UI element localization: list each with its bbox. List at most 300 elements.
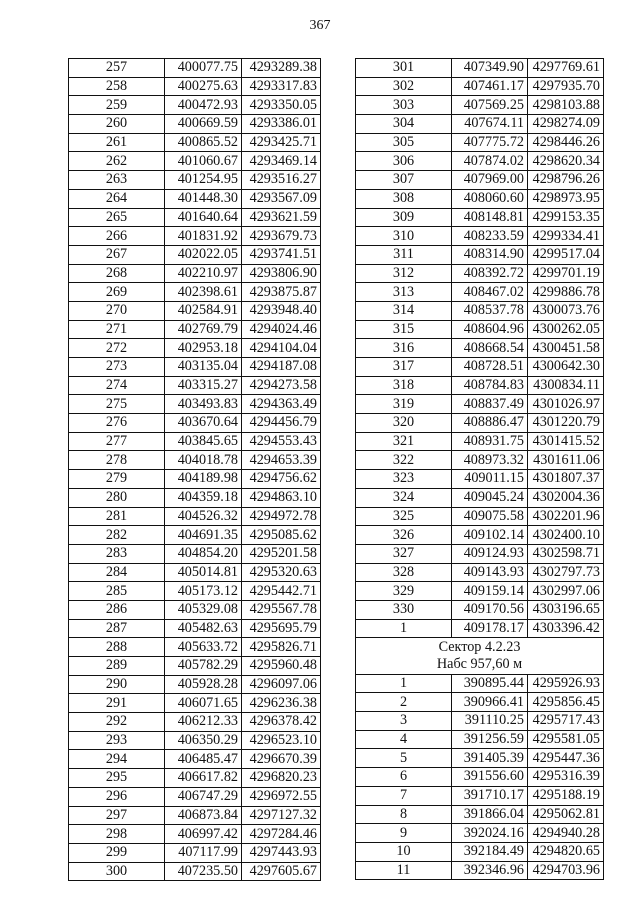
- point-number: 272: [69, 339, 165, 358]
- table-row: [69, 77, 321, 96]
- table-row: [356, 77, 604, 96]
- x-coordinate: 408060.60: [452, 189, 528, 208]
- point-number: 2: [356, 693, 452, 712]
- x-coordinate: 407969.00: [452, 171, 528, 190]
- table-row: [356, 376, 604, 395]
- point-number: 11: [356, 861, 452, 880]
- x-coordinate: 408837.49: [452, 395, 528, 414]
- x-coordinate: 408537.78: [452, 301, 528, 320]
- point-number: 268: [69, 264, 165, 283]
- x-coordinate: 404018.78: [165, 451, 242, 470]
- point-number: 262: [69, 152, 165, 171]
- table-row: [69, 59, 321, 78]
- y-coordinate: 4295447.36: [528, 749, 604, 768]
- x-coordinate: 408233.59: [452, 227, 528, 246]
- point-number: 260: [69, 115, 165, 134]
- y-coordinate: 4300451.58: [528, 339, 604, 358]
- table-row: [69, 675, 321, 694]
- table-row: [69, 638, 321, 657]
- table-row: [356, 432, 604, 451]
- table-row: [69, 115, 321, 134]
- y-coordinate: 4294024.46: [242, 320, 321, 339]
- y-coordinate: 4299701.19: [528, 264, 604, 283]
- point-number: 289: [69, 657, 165, 676]
- x-coordinate: 402584.91: [165, 301, 242, 320]
- x-coordinate: 404526.32: [165, 507, 242, 526]
- point-number: 277: [69, 432, 165, 451]
- point-number: 326: [356, 526, 452, 545]
- x-coordinate: 408467.02: [452, 283, 528, 302]
- y-coordinate: 4294863.10: [242, 488, 321, 507]
- y-coordinate: 4295567.78: [242, 600, 321, 619]
- point-number: 261: [69, 133, 165, 152]
- table-row: [356, 488, 604, 507]
- y-coordinate: 4298973.95: [528, 189, 604, 208]
- y-coordinate: 4297127.32: [242, 806, 321, 825]
- table-row: [69, 264, 321, 283]
- x-coordinate: 409159.14: [452, 582, 528, 601]
- table-row: [69, 862, 321, 881]
- y-coordinate: 4294187.08: [242, 358, 321, 377]
- point-number: 320: [356, 414, 452, 433]
- x-coordinate: 404854.20: [165, 544, 242, 563]
- y-coordinate: 4293806.90: [242, 264, 321, 283]
- x-coordinate: 405014.81: [165, 563, 242, 582]
- coordinates-table-left: [68, 58, 321, 881]
- point-number: 264: [69, 189, 165, 208]
- y-coordinate: 4294756.62: [242, 470, 321, 489]
- table-row: [69, 283, 321, 302]
- point-number: 1: [356, 619, 452, 638]
- y-coordinate: 4302598.71: [528, 544, 604, 563]
- x-coordinate: 402769.79: [165, 320, 242, 339]
- table-row: [69, 769, 321, 788]
- table-row: [69, 152, 321, 171]
- y-coordinate: 4302400.10: [528, 526, 604, 545]
- table-row: [69, 657, 321, 676]
- point-number: 299: [69, 843, 165, 862]
- point-number: 327: [356, 544, 452, 563]
- point-number: 284: [69, 563, 165, 582]
- table-row: [69, 96, 321, 115]
- point-number: 283: [69, 544, 165, 563]
- table-row: [69, 227, 321, 246]
- point-number: 278: [69, 451, 165, 470]
- x-coordinate: 403135.04: [165, 358, 242, 377]
- point-number: 317: [356, 358, 452, 377]
- table-row: [69, 395, 321, 414]
- point-number: 1: [356, 674, 452, 693]
- point-number: 293: [69, 731, 165, 750]
- table-row: [69, 339, 321, 358]
- table-row: [69, 171, 321, 190]
- point-number: 275: [69, 395, 165, 414]
- point-number: 259: [69, 96, 165, 115]
- table-row: [69, 806, 321, 825]
- point-number: 295: [69, 769, 165, 788]
- point-number: 274: [69, 376, 165, 395]
- x-coordinate: 402953.18: [165, 339, 242, 358]
- y-coordinate: 4295085.62: [242, 526, 321, 545]
- point-number: 308: [356, 189, 452, 208]
- table-row: [356, 208, 604, 227]
- point-number: 288: [69, 638, 165, 657]
- y-coordinate: 4297443.93: [242, 843, 321, 862]
- table-row: [356, 301, 604, 320]
- x-coordinate: 391866.04: [452, 805, 528, 824]
- point-number: 304: [356, 115, 452, 134]
- point-number: 6: [356, 768, 452, 787]
- point-number: 281: [69, 507, 165, 526]
- y-coordinate: 4296972.55: [242, 787, 321, 806]
- point-number: 312: [356, 264, 452, 283]
- table-row: [69, 189, 321, 208]
- y-coordinate: 4301807.37: [528, 470, 604, 489]
- x-coordinate: 402022.05: [165, 245, 242, 264]
- x-coordinate: 401640.64: [165, 208, 242, 227]
- table-row: [356, 115, 604, 134]
- y-coordinate: 4297284.46: [242, 825, 321, 844]
- y-coordinate: 4298446.26: [528, 133, 604, 152]
- x-coordinate: 406350.29: [165, 731, 242, 750]
- point-number: 8: [356, 805, 452, 824]
- point-number: 280: [69, 488, 165, 507]
- x-coordinate: 390966.41: [452, 693, 528, 712]
- table-row: [69, 787, 321, 806]
- x-coordinate: 408973.32: [452, 451, 528, 470]
- x-coordinate: 405482.63: [165, 619, 242, 638]
- y-coordinate: 4293875.87: [242, 283, 321, 302]
- y-coordinate: 4298796.26: [528, 171, 604, 190]
- x-coordinate: 401060.67: [165, 152, 242, 171]
- y-coordinate: 4300834.11: [528, 376, 604, 395]
- table-row: [356, 861, 604, 880]
- x-coordinate: 402210.97: [165, 264, 242, 283]
- x-coordinate: 409102.14: [452, 526, 528, 545]
- sector-subtitle: Набс 957,60 м: [356, 656, 604, 674]
- x-coordinate: 401831.92: [165, 227, 242, 246]
- x-coordinate: 407461.17: [452, 77, 528, 96]
- y-coordinate: 4294553.43: [242, 432, 321, 451]
- x-coordinate: 409075.58: [452, 507, 528, 526]
- point-number: 316: [356, 339, 452, 358]
- table-row: [356, 730, 604, 749]
- point-number: 309: [356, 208, 452, 227]
- x-coordinate: 392184.49: [452, 842, 528, 861]
- point-number: 307: [356, 171, 452, 190]
- x-coordinate: 408314.90: [452, 245, 528, 264]
- x-coordinate: 400669.59: [165, 115, 242, 134]
- y-coordinate: 4300642.30: [528, 358, 604, 377]
- table-row: [356, 470, 604, 489]
- x-coordinate: 408392.72: [452, 264, 528, 283]
- table-row: [356, 768, 604, 787]
- point-number: 301: [356, 59, 452, 78]
- x-coordinate: 408728.51: [452, 358, 528, 377]
- x-coordinate: 405633.72: [165, 638, 242, 657]
- y-coordinate: 4293350.05: [242, 96, 321, 115]
- x-coordinate: 408931.75: [452, 432, 528, 451]
- y-coordinate: 4294653.39: [242, 451, 321, 470]
- table-row: [356, 96, 604, 115]
- y-coordinate: 4295188.19: [528, 786, 604, 805]
- x-coordinate: 392024.16: [452, 824, 528, 843]
- x-coordinate: 405782.29: [165, 657, 242, 676]
- point-number: 9: [356, 824, 452, 843]
- x-coordinate: 407349.90: [452, 59, 528, 78]
- table-row: [356, 283, 604, 302]
- x-coordinate: 391556.60: [452, 768, 528, 787]
- point-number: 269: [69, 283, 165, 302]
- coordinates-table-right: [355, 58, 604, 880]
- point-number: 257: [69, 59, 165, 78]
- point-number: 258: [69, 77, 165, 96]
- y-coordinate: 4295442.71: [242, 582, 321, 601]
- point-number: 302: [356, 77, 452, 96]
- x-coordinate: 405329.08: [165, 600, 242, 619]
- x-coordinate: 406485.47: [165, 750, 242, 769]
- x-coordinate: 408604.96: [452, 320, 528, 339]
- x-coordinate: 401254.95: [165, 171, 242, 190]
- x-coordinate: 408886.47: [452, 414, 528, 433]
- y-coordinate: 4296820.23: [242, 769, 321, 788]
- table-row: [356, 619, 604, 638]
- table-row: [69, 563, 321, 582]
- table-row: [69, 208, 321, 227]
- x-coordinate: 390895.44: [452, 674, 528, 693]
- y-coordinate: 4295695.79: [242, 619, 321, 638]
- y-coordinate: 4295316.39: [528, 768, 604, 787]
- point-number: 318: [356, 376, 452, 395]
- x-coordinate: 404691.35: [165, 526, 242, 545]
- table-row: [69, 694, 321, 713]
- coordinates-table-right-body: [356, 59, 604, 638]
- x-coordinate: 407569.25: [452, 96, 528, 115]
- x-coordinate: 407874.02: [452, 152, 528, 171]
- x-coordinate: 391256.59: [452, 730, 528, 749]
- point-number: 314: [356, 301, 452, 320]
- table-row: [356, 245, 604, 264]
- table-row: [356, 320, 604, 339]
- point-number: 298: [69, 825, 165, 844]
- table-row: [69, 731, 321, 750]
- y-coordinate: 4295856.45: [528, 693, 604, 712]
- y-coordinate: 4293516.27: [242, 171, 321, 190]
- x-coordinate: 409011.15: [452, 470, 528, 489]
- y-coordinate: 4300262.05: [528, 320, 604, 339]
- point-number: 263: [69, 171, 165, 190]
- point-number: 306: [356, 152, 452, 171]
- point-number: 328: [356, 563, 452, 582]
- point-number: 266: [69, 227, 165, 246]
- x-coordinate: 409124.93: [452, 544, 528, 563]
- point-number: 271: [69, 320, 165, 339]
- y-coordinate: 4295826.71: [242, 638, 321, 657]
- x-coordinate: 406212.33: [165, 713, 242, 732]
- point-number: 322: [356, 451, 452, 470]
- table-row: [69, 320, 321, 339]
- y-coordinate: 4293469.14: [242, 152, 321, 171]
- y-coordinate: 4302004.36: [528, 488, 604, 507]
- x-coordinate: 405928.28: [165, 675, 242, 694]
- y-coordinate: 4294703.96: [528, 861, 604, 880]
- y-coordinate: 4294972.78: [242, 507, 321, 526]
- point-number: 286: [69, 600, 165, 619]
- y-coordinate: 4296236.38: [242, 694, 321, 713]
- table-row: [356, 264, 604, 283]
- table-row: [356, 824, 604, 843]
- y-coordinate: 4301611.06: [528, 451, 604, 470]
- table-row: [356, 544, 604, 563]
- point-number: 300: [69, 862, 165, 881]
- table-row: [69, 245, 321, 264]
- point-number: 290: [69, 675, 165, 694]
- coordinates-table-left-body: [69, 59, 321, 881]
- table-row: [69, 470, 321, 489]
- x-coordinate: 406873.84: [165, 806, 242, 825]
- table-row: [356, 600, 604, 619]
- x-coordinate: 401448.30: [165, 189, 242, 208]
- table-row: [69, 358, 321, 377]
- y-coordinate: 4294820.65: [528, 842, 604, 861]
- y-coordinate: 4293386.01: [242, 115, 321, 134]
- y-coordinate: 4297769.61: [528, 59, 604, 78]
- table-row: [356, 414, 604, 433]
- table-row: [356, 842, 604, 861]
- x-coordinate: 392346.96: [452, 861, 528, 880]
- y-coordinate: 4302201.96: [528, 507, 604, 526]
- point-number: 313: [356, 283, 452, 302]
- y-coordinate: 4302797.73: [528, 563, 604, 582]
- point-number: 329: [356, 582, 452, 601]
- y-coordinate: 4298620.34: [528, 152, 604, 171]
- x-coordinate: 408148.81: [452, 208, 528, 227]
- x-coordinate: 403493.83: [165, 395, 242, 414]
- point-number: 324: [356, 488, 452, 507]
- table-row: [356, 189, 604, 208]
- point-number: 294: [69, 750, 165, 769]
- point-number: 270: [69, 301, 165, 320]
- table-row: [69, 488, 321, 507]
- table-row: [356, 152, 604, 171]
- table-row: [356, 59, 604, 78]
- point-number: 291: [69, 694, 165, 713]
- table-row: [69, 582, 321, 601]
- x-coordinate: 391710.17: [452, 786, 528, 805]
- point-number: 4: [356, 730, 452, 749]
- point-number: 315: [356, 320, 452, 339]
- table-row: [69, 713, 321, 732]
- x-coordinate: 403670.64: [165, 414, 242, 433]
- table-row: [356, 339, 604, 358]
- sector-title-row: [356, 638, 604, 656]
- x-coordinate: 406071.65: [165, 694, 242, 713]
- point-number: 292: [69, 713, 165, 732]
- table-row: [356, 786, 604, 805]
- point-number: 276: [69, 414, 165, 433]
- y-coordinate: 4293741.51: [242, 245, 321, 264]
- x-coordinate: 407235.50: [165, 862, 242, 881]
- y-coordinate: 4295926.93: [528, 674, 604, 693]
- y-coordinate: 4295960.48: [242, 657, 321, 676]
- y-coordinate: 4296670.39: [242, 750, 321, 769]
- point-number: 7: [356, 786, 452, 805]
- y-coordinate: 4301220.79: [528, 414, 604, 433]
- point-number: 5: [356, 749, 452, 768]
- x-coordinate: 391405.39: [452, 749, 528, 768]
- x-coordinate: 409178.17: [452, 619, 528, 638]
- y-coordinate: 4294104.04: [242, 339, 321, 358]
- y-coordinate: 4303396.42: [528, 619, 604, 638]
- y-coordinate: 4299153.35: [528, 208, 604, 227]
- y-coordinate: 4293948.40: [242, 301, 321, 320]
- table-row: [69, 133, 321, 152]
- table-row: [356, 507, 604, 526]
- x-coordinate: 391110.25: [452, 712, 528, 731]
- point-number: 273: [69, 358, 165, 377]
- y-coordinate: 4296523.10: [242, 731, 321, 750]
- y-coordinate: 4297605.67: [242, 862, 321, 881]
- point-number: 325: [356, 507, 452, 526]
- table-row: [69, 544, 321, 563]
- point-number: 279: [69, 470, 165, 489]
- y-coordinate: 4293317.83: [242, 77, 321, 96]
- table-row: [356, 451, 604, 470]
- x-coordinate: 404359.18: [165, 488, 242, 507]
- sector-title: Сектор 4.2.23: [356, 638, 604, 656]
- y-coordinate: 4293679.73: [242, 227, 321, 246]
- y-coordinate: 4293289.38: [242, 59, 321, 78]
- point-number: 323: [356, 470, 452, 489]
- table-row: [69, 414, 321, 433]
- point-number: 3: [356, 712, 452, 731]
- y-coordinate: 4293425.71: [242, 133, 321, 152]
- sector-coordinates-body: [356, 674, 604, 880]
- y-coordinate: 4298103.88: [528, 96, 604, 115]
- x-coordinate: 409170.56: [452, 600, 528, 619]
- x-coordinate: 409143.93: [452, 563, 528, 582]
- page-number: 367: [309, 18, 331, 33]
- table-row: [356, 582, 604, 601]
- point-number: 285: [69, 582, 165, 601]
- point-number: 296: [69, 787, 165, 806]
- table-row: [69, 376, 321, 395]
- y-coordinate: 4296378.42: [242, 713, 321, 732]
- point-number: 303: [356, 96, 452, 115]
- x-coordinate: 406747.29: [165, 787, 242, 806]
- x-coordinate: 406997.42: [165, 825, 242, 844]
- y-coordinate: 4299886.78: [528, 283, 604, 302]
- table-row: [69, 432, 321, 451]
- table-row: [69, 507, 321, 526]
- point-number: 310: [356, 227, 452, 246]
- y-coordinate: 4295201.58: [242, 544, 321, 563]
- y-coordinate: 4294273.58: [242, 376, 321, 395]
- table-row: [356, 749, 604, 768]
- table-row: [69, 451, 321, 470]
- y-coordinate: 4294363.49: [242, 395, 321, 414]
- x-coordinate: 400077.75: [165, 59, 242, 78]
- x-coordinate: 400472.93: [165, 96, 242, 115]
- table-row: [69, 750, 321, 769]
- x-coordinate: 407117.99: [165, 843, 242, 862]
- x-coordinate: 409045.24: [452, 488, 528, 507]
- y-coordinate: 4299517.04: [528, 245, 604, 264]
- point-number: 297: [69, 806, 165, 825]
- table-row: [356, 227, 604, 246]
- table-row: [356, 712, 604, 731]
- y-coordinate: 4295062.81: [528, 805, 604, 824]
